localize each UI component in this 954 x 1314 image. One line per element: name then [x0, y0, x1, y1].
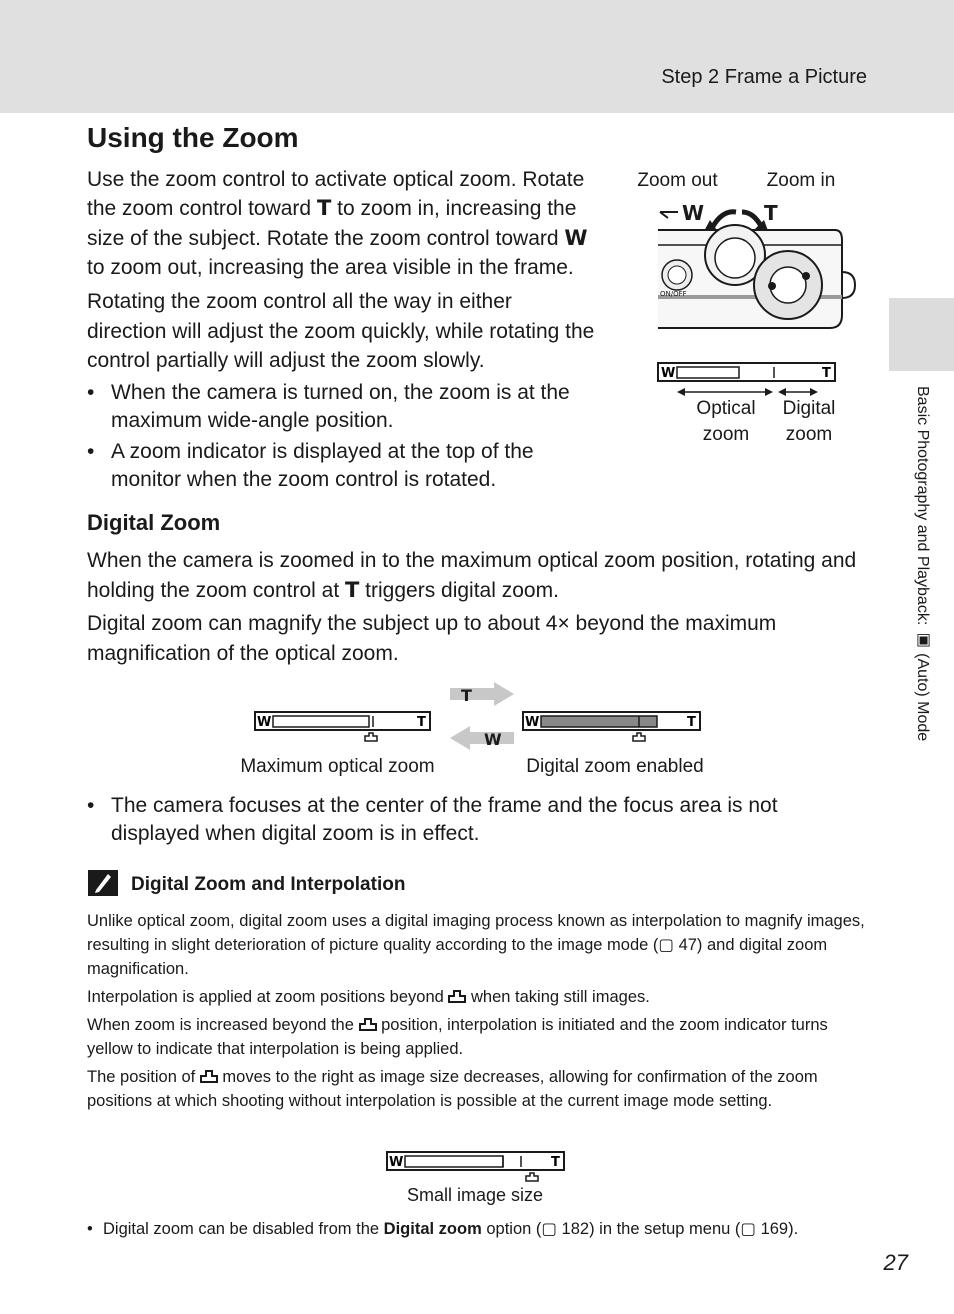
digital-zoom-bullet: • The camera focuses at the center of the frame and the focus area is not displayed when digital zoom is in effect. — [87, 794, 778, 845]
page-header — [0, 0, 954, 113]
page-number: 27 — [883, 1250, 908, 1275]
intro-line-2: the zoom control toward T to zoom in, increasing the — [87, 196, 577, 220]
tele-letter: T — [764, 201, 778, 225]
svg-text:T: T — [687, 715, 696, 730]
small-image-size-label: Small image size — [406, 1185, 544, 1205]
bullet-dot: • — [87, 1220, 93, 1238]
digital-zoom-paragraph-2: Digital zoom can magnify the subject up to about 4× beyond the maximum magnification of the optical zoom. — [87, 612, 777, 665]
bullet-dot: • — [87, 794, 95, 817]
wide-letter: W — [682, 201, 705, 225]
section-tab — [889, 298, 954, 371]
intro-line-4: to zoom out, increasing the area visible in the frame. — [87, 256, 574, 279]
tele-symbol: T — [345, 577, 360, 602]
intro-bullet-1: • When the camera is turned on, the zoom is at the maximum wide-angle position. — [87, 381, 570, 432]
tele-symbol: T — [316, 196, 332, 220]
note-paragraph-4: The position of moves to the right as image size decreases, allowing for confirmation of the zoom positions at which shooting without interpolation is possible at the current image mode setting. — [87, 1068, 818, 1110]
interpolation-icon — [448, 986, 466, 1000]
intro-line-3: size of the subject. Rotate the zoom control toward W — [87, 226, 588, 250]
digital-zoom-enabled-label: Digital zoom enabled — [526, 756, 704, 777]
interpolation-icon — [526, 1173, 538, 1181]
note-heading: Digital Zoom and Interpolation — [131, 874, 406, 895]
note-paragraph-1: Unlike optical zoom, digital zoom uses a digital imaging process known as interpolation to magnify images, resulting in slight deterioration of picture quality according to the image mode (▢ 47) and digital zoom magnification. — [87, 912, 865, 978]
svg-text:W: W — [389, 1155, 404, 1170]
camera-top-illustration — [650, 200, 860, 340]
on-off-text: ON/OFF — [660, 290, 687, 298]
note-paragraph-3: When zoom is increased beyond the position, interpolation is initiated and the zoom indicator turns yellow to indicate that interpolation is being applied. — [87, 1016, 828, 1058]
zoom-out-label: Zoom out — [637, 170, 718, 191]
zoom-indicator-digital-enabled — [522, 711, 702, 747]
svg-text:T: T — [461, 686, 472, 705]
svg-text:W: W — [661, 366, 676, 381]
interpolation-icon — [633, 733, 645, 741]
max-optical-zoom-label: Maximum optical zoom — [240, 756, 435, 777]
section-tab-label: Basic Photography and Playback: ▣ (Auto) Mode — [914, 386, 931, 742]
note-pencil-icon — [88, 870, 118, 896]
svg-text:W: W — [525, 715, 540, 730]
intro-line-1: Use the zoom control to activate optical zoom. Rotate — [87, 168, 585, 191]
optical-zoom-label: Optical zoom — [696, 398, 756, 445]
note-paragraph-2: Interpolation is applied at zoom positions beyond when taking still images. — [87, 988, 650, 1006]
svg-text:W: W — [257, 715, 272, 730]
bullet-dot: • — [87, 381, 95, 404]
interpolation-icon — [200, 1066, 218, 1080]
intro-bullet-2: • A zoom indicator is displayed at the top of the monitor when the zoom control is rotated. — [87, 440, 534, 491]
tw-arrows — [450, 682, 518, 754]
interpolation-icon — [365, 733, 377, 741]
svg-text:T: T — [822, 366, 831, 381]
digital-zoom-heading: Digital Zoom — [87, 510, 221, 535]
digital-zoom-paragraph-1: When the camera is zoomed in to the maximum optical zoom position, rotating and holding the zoom control at T triggers digital zoom. — [87, 549, 857, 602]
header-title: Step 2 Frame a Picture — [661, 66, 867, 88]
intro-paragraph-2: Rotating the zoom control all the way in either direction will adjust the zoom quickly, while rotating the control partially will adjust the zoom slowly. — [87, 290, 595, 372]
zoom-in-label: Zoom in — [766, 170, 836, 191]
svg-text:W: W — [484, 730, 502, 749]
svg-text:T: T — [551, 1155, 560, 1170]
digital-zoom-label: Digital zoom — [782, 398, 836, 445]
page-title: Using the Zoom — [87, 122, 299, 153]
zoom-indicator-max-optical — [254, 711, 432, 747]
svg-text:T: T — [417, 715, 426, 730]
bullet-dot: • — [87, 440, 95, 463]
interpolation-icon — [359, 1014, 377, 1028]
wide-symbol: W — [564, 226, 588, 250]
zoom-indicator-small-image — [386, 1151, 566, 1187]
